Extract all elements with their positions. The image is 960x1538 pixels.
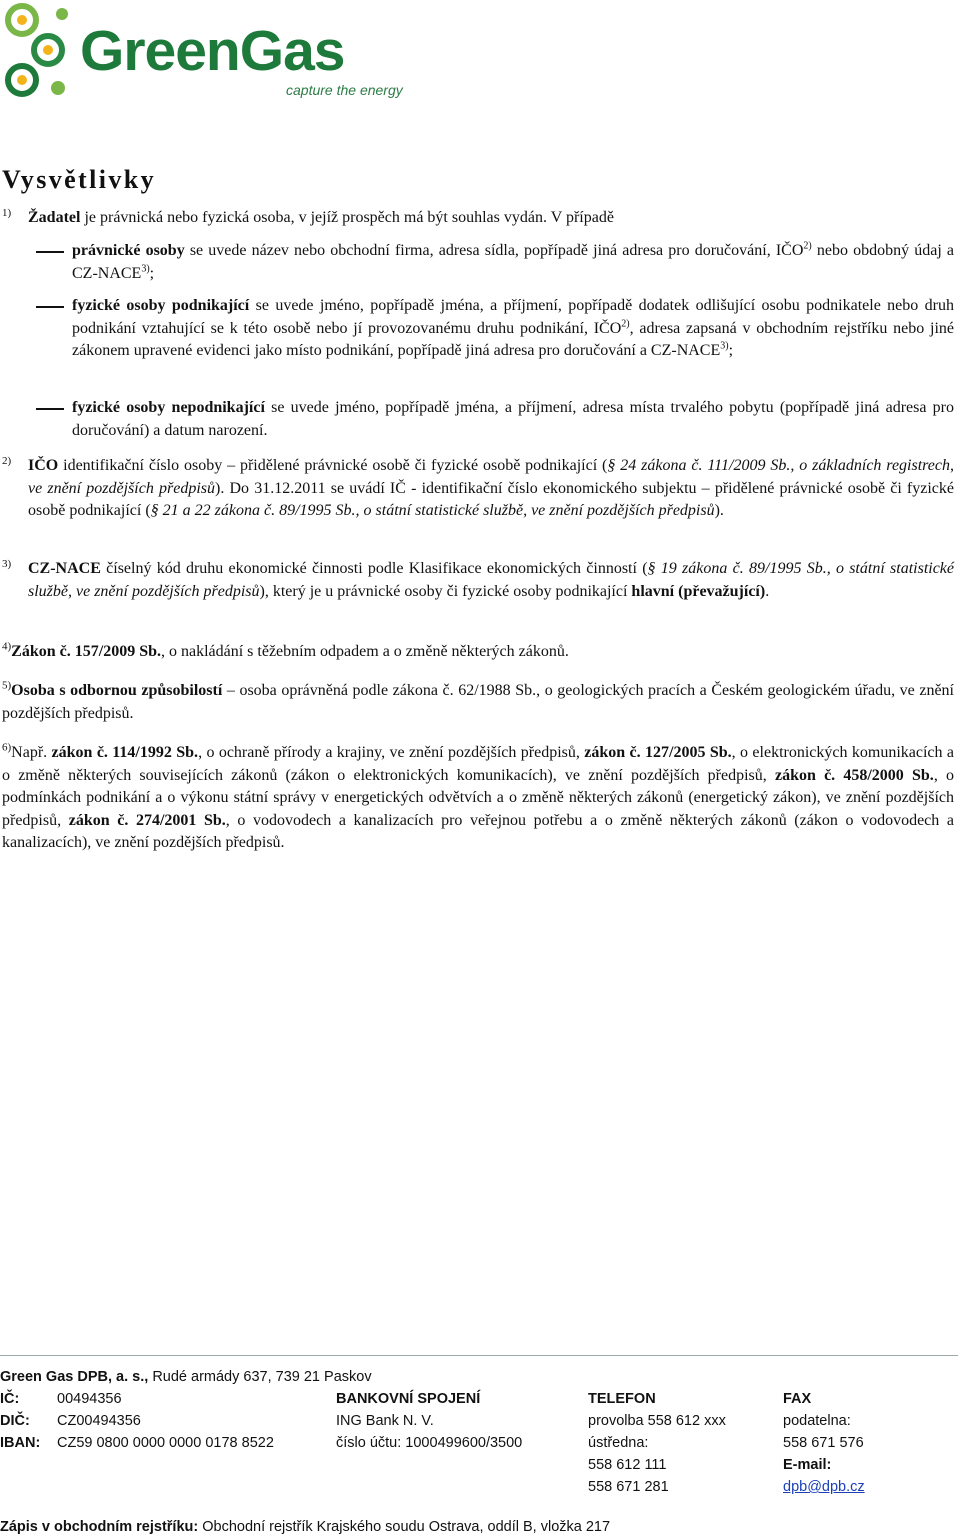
note-1-term: Žadatel xyxy=(28,209,81,226)
footer-divider xyxy=(0,1355,958,1356)
note-1-item-nonbusiness: fyzické osoby nepodnikající se uvede jméno, popřípadě jména, a příjmení, adresa místa trvalého pobytu (popřípadě jiná adresa pro doručování) a datum narození. xyxy=(72,399,954,439)
note-1-item-legal: právnické osoby se uvede název nebo obchodní firma, adresa sídla, popřípadě jiná adresa pro doručování, IČO$^{2)}$ nebo obdobný údaj a CZ-NACE$^{3)}$; xyxy=(72,240,954,282)
bank-account: číslo účtu: 1000499600/3500 xyxy=(336,1435,523,1451)
note-1-number: 1) xyxy=(2,207,12,219)
dash-bullet xyxy=(36,408,64,410)
page-title: Vysvětlivky xyxy=(2,165,157,194)
dash-bullet xyxy=(36,251,64,253)
email-link[interactable]: dpb@dpb.cz xyxy=(783,1479,865,1495)
bank-label: BANKOVNÍ SPOJENÍ xyxy=(336,1391,481,1407)
bank-name: ING Bank N. V. xyxy=(336,1413,434,1429)
phone-switchboard-label: ústředna: xyxy=(588,1435,649,1451)
phone-number-1: 558 612 111 xyxy=(588,1457,667,1473)
note-2-number: 2) xyxy=(2,455,12,467)
company-logo xyxy=(0,0,430,108)
note-4: $^{4)}$Zákon č. 157/2009 Sb., o nakládání s těžebním odpadem a o změně některých zákonů. xyxy=(2,640,569,660)
logo-wordmark: GreenGas xyxy=(80,19,345,83)
ic-value: 00494356 xyxy=(57,1391,122,1407)
footer-company: Green Gas DPB, a. s., Rudé armády 637, 739 21 Paskov xyxy=(0,1369,372,1385)
ic-label: IČ: xyxy=(0,1391,20,1407)
phone-extension: provolba 558 612 xxx xyxy=(588,1413,726,1429)
note-2: IČO identifikační číslo osoby – přidělené právnické osobě či fyzické osobě podnikající (§ 24 zákona č. 111/2009 Sb., o základních registrech, ve znění pozdějších předpisů). Do 31.12.2011 se uvádí IČ - identifikační číslo ekonomického subjektu – přidělené právnické osobě či fyzické osobě podnikající (§ 21 a 22 zákona č. 89/1995 Sb., o státní statistické službě, ve znění pozdějších předpisů). xyxy=(28,457,954,519)
iban-label: IBAN: xyxy=(0,1435,41,1451)
note-3-number: 3) xyxy=(2,558,12,570)
fax-registry-label: podatelna: xyxy=(783,1413,851,1429)
email-label: E-mail: xyxy=(783,1457,832,1473)
iban-value: CZ59 0800 0000 0000 0178 8522 xyxy=(57,1435,274,1451)
note-1-item-business: fyzické osoby podnikající se uvede jméno, popřípadě jména, a příjmení, popřípadě dodatek odlišující osobu podnikatele nebo druh podnikání vztahující se k této osobě nebo jí provozovanému druhu podnikání, IČO$^{2)}$, adresa zapsaná v obchodním rejstříku nebo jiné zákonem upravené evidenci jako místo podnikání, popřípadě jiná adresa pro doručování a CZ-NACE$^{3)}$; xyxy=(72,297,954,359)
dic-label: DIČ: xyxy=(0,1413,30,1429)
phone-number-2: 558 671 281 xyxy=(588,1479,669,1495)
note-3: CZ-NACE číselný kód druhu ekonomické činnosti podle Klasifikace ekonomických činností (§ 19 zákona č. 89/1995 Sb., o státní statistické službě, ve znění pozdějších předpisů), který je u právnické osoby či fyzické osoby podnikající hlavní (převažující). xyxy=(28,560,955,600)
fax-label: FAX xyxy=(783,1391,812,1407)
note-1: Žadatel je právnická nebo fyzická osoba, v jejíž prospěch má být souhlas vydán. V případě xyxy=(28,209,614,226)
fax-number: 558 671 576 xyxy=(783,1435,864,1451)
phone-label: TELEFON xyxy=(588,1391,656,1407)
logo-mark-icon xyxy=(0,0,80,108)
logo-tagline: capture the energy xyxy=(286,82,403,98)
note-6: $^{6)}$Např. zákon č. 114/1992 Sb., o ochraně přírody a krajiny, ve znění pozdějších předpisů, zákon č. 127/2005 Sb., o elektronických komunikacích a o změně některých souvisejících zákonů (zákon o elektronických komunikacích), ve znění pozdějších předpisů, zákon č. 458/2000 Sb., o podmínkách podnikání a o výkonu státní správy v energetických odvětvích a o změně některých zákonů (energetický zákon), ve znění pozdějších předpisů, zákon č. 274/2001 Sb., o vodovodech a kanalizacích pro veřejnou potřebu a o změně některých zákonů (zákon o vodovodech a kanalizacích), ve znění pozdějších předpisů. xyxy=(2,741,955,851)
dash-bullet xyxy=(36,306,64,308)
dic-value: CZ00494356 xyxy=(57,1413,141,1429)
footer-register: Zápis v obchodním rejstříku: Obchodní rejstřík Krajského soudu Ostrava, oddíl B, vložka 217 xyxy=(0,1519,611,1535)
note-5: $^{5)}$Osoba s odbornou způsobilostí – osoba oprávněná podle zákona č. 62/1988 Sb., o geologických pracích a Českém geologickém úřadu, ve znění pozdějších předpisů. xyxy=(2,679,955,722)
